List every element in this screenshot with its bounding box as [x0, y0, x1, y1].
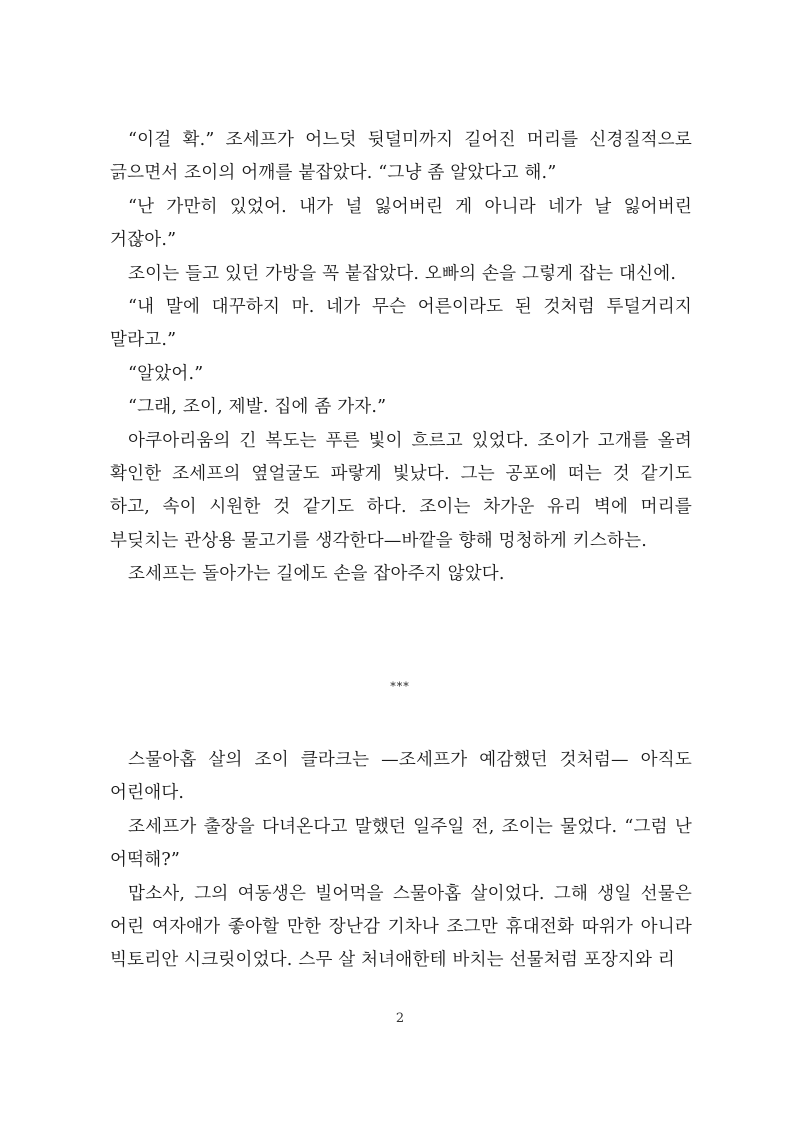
paragraph: 조세프가 출장을 다녀온다고 말했던 일주일 전, 조이는 물었다. “그럼 난 어떡해?”: [110, 816, 692, 871]
paragraph: 조세프는 돌아가는 길에도 손을 잡아주지 않았다.: [128, 564, 505, 585]
paragraph: 조이는 들고 있던 가방을 꼭 붙잡았다. 오빠의 손을 그렇게 잡는 대신에.: [128, 263, 677, 284]
paragraph: “이걸 확.” 조세프가 어느덧 뒷덜미까지 길어진 머리를 신경질적으로 긁으면서 조이의 어깨를 붙잡았다. “그냥 좀 알았다고 해.”: [110, 130, 692, 184]
section-separator: ***: [390, 680, 410, 693]
paragraph: 아쿠아리움의 긴 복도는 푸른 빛이 흐르고 있었다. 조이가 고개를 올려 확인한 조세프의 옆얼굴도 파랗게 빛났다. 그는 공포에 떠는 것 같기도 하고, 속이 시원한 것 같기도 하다. 조이는 차가운 유리 벽에 머리를 부딪치는 관상용 물고기를 생각한다—바깥을 향해 멍청하게 키스하는.: [110, 430, 692, 551]
paragraph: 맙소사, 그의 여동생은 빌어먹을 스물아홉 살이었다. 그해 생일 선물은 어린 여자애가 좋아할 만한 장난감 기차나 조그만 휴대전화 따위가 아니라 빅토리안 시크릿이었다. 스무 살 처녀애한테 바치는 선물처럼 포장지와 리: [110, 883, 692, 971]
paragraph: “내 말에 대꾸하지 마. 네가 무슨 어른이라도 된 것처럼 투덜거리지 말라고.”: [110, 297, 692, 351]
page-number: 2: [395, 1011, 405, 1026]
section-1-text: [110, 124, 692, 592]
paragraph: “그래, 조이, 제발. 집에 좀 가자.”: [128, 397, 387, 418]
paragraph: 스물아홉 살의 조이 클라크는 —조세프가 예감했던 것처럼— 아직도 어린애다.: [110, 750, 692, 804]
section-2-text: [110, 744, 692, 978]
paragraph: “난 가만히 있었어. 내가 널 잃어버린 게 아니라 네가 날 잃어버린 거잖아.”: [110, 196, 692, 251]
paragraph: “알았어.”: [128, 363, 204, 384]
